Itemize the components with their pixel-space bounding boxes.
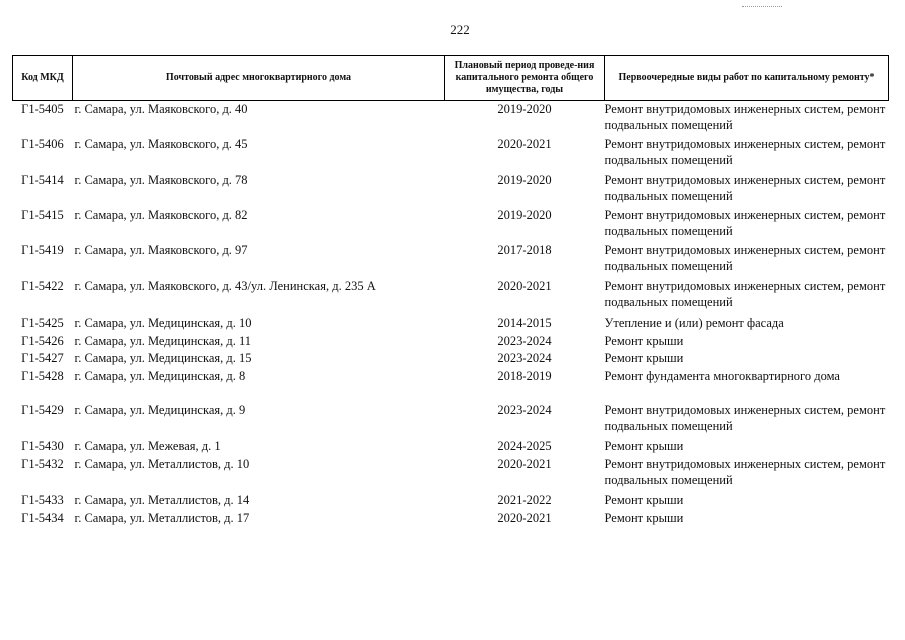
page-number: 222 (450, 22, 470, 37)
table-row (13, 492, 889, 510)
cell-works: Ремонт крыши (604, 511, 684, 525)
cell-works: Ремонт внутридомовых инженерных систем, ремонт подвальных помещений (604, 243, 886, 273)
cell-address: г. Самара, ул. Маяковского, д. 78 (74, 173, 248, 187)
cell-address: г. Самара, ул. Маяковского, д. 45 (74, 137, 248, 151)
cell-works: Ремонт фундамента многоквартирного дома (604, 369, 840, 383)
table-row (13, 456, 889, 492)
cell-period: 2023-2024 (497, 334, 552, 348)
cell-address: г. Самара, ул. Маяковского, д. 40 (74, 102, 248, 116)
header-period: Плановый период проведе-ния капитального ремонта общего имущества, годы (445, 56, 605, 101)
cell-works: Ремонт внутридомовых инженерных систем, ремонт подвальных помещений (604, 403, 886, 433)
cell-code: Г1-5432 (21, 457, 64, 471)
table-row (13, 510, 889, 528)
cell-works: Утепление и (или) ремонт фасада (604, 316, 784, 330)
cell-code: Г1-5405 (21, 102, 64, 116)
cell-works: Ремонт внутридомовых инженерных систем, ремонт подвальных помещений (604, 279, 886, 309)
cell-address: г. Самара, ул. Медицинская, д. 9 (74, 403, 246, 417)
cell-works: Ремонт внутридомовых инженерных систем, ремонт подвальных помещений (604, 173, 886, 203)
cell-code: Г1-5419 (21, 243, 64, 257)
cell-code: Г1-5425 (21, 316, 64, 330)
cell-address: г. Самара, ул. Маяковского, д. 97 (74, 243, 248, 257)
cell-period: 2020-2021 (497, 279, 552, 293)
cell-code: Г1-5422 (21, 279, 64, 293)
cell-period: 2014-2015 (497, 316, 552, 330)
cell-code: Г1-5427 (21, 351, 64, 365)
table-row (13, 207, 889, 242)
table-body (13, 101, 889, 529)
table-row (13, 172, 889, 207)
table-row (13, 333, 889, 350)
header-works: Первоочередные виды работ по капитальному ремонту* (605, 56, 889, 101)
cell-works: Ремонт внутридомовых инженерных систем, ремонт подвальных помещений (604, 457, 886, 487)
cell-period: 2023-2024 (497, 403, 552, 417)
cell-works: Ремонт крыши (604, 334, 684, 348)
table-row (13, 386, 889, 438)
cell-code: Г1-5426 (21, 334, 64, 348)
cell-code: Г1-5414 (21, 173, 64, 187)
cell-works: Ремонт внутридомовых инженерных систем, ремонт подвальных помещений (604, 102, 886, 132)
cell-period: 2019-2020 (497, 102, 552, 116)
cell-code: Г1-5415 (21, 208, 64, 222)
table-row (13, 350, 889, 368)
table-row (13, 438, 889, 456)
cell-address: г. Самара, ул. Маяковского, д. 43/ул. Ленинская, д. 235 А (74, 279, 376, 293)
table-row (13, 368, 889, 386)
table-header-row (13, 56, 889, 101)
cell-code: Г1-5406 (21, 137, 64, 151)
cell-code: Г1-5429 (21, 403, 64, 417)
cell-period: 2020-2021 (497, 457, 552, 471)
header-address: Почтовый адрес многоквартирного дома (73, 56, 445, 101)
cell-address: г. Самара, ул. Медицинская, д. 10 (74, 316, 252, 330)
cell-address: г. Самара, ул. Металлистов, д. 10 (74, 457, 250, 471)
cell-address: г. Самара, ул. Медицинская, д. 15 (74, 351, 252, 365)
cell-address: г. Самара, ул. Металлистов, д. 14 (74, 493, 250, 507)
table-row (13, 278, 889, 315)
cell-period: 2019-2020 (497, 208, 552, 222)
cell-code: Г1-5430 (21, 439, 64, 453)
cell-works: Ремонт внутридомовых инженерных систем, ремонт подвальных помещений (604, 137, 886, 167)
cell-works: Ремонт крыши (604, 493, 684, 507)
cell-works: Ремонт крыши (604, 351, 684, 365)
table-row (13, 242, 889, 278)
table-row (13, 315, 889, 333)
capital-repair-table (12, 55, 889, 528)
scan-mark (742, 6, 782, 8)
cell-period: 2024-2025 (497, 439, 552, 453)
cell-period: 2020-2021 (497, 137, 552, 151)
cell-address: г. Самара, ул. Медицинская, д. 11 (74, 334, 252, 348)
cell-code: Г1-5428 (21, 369, 64, 383)
cell-period: 2017-2018 (497, 243, 552, 257)
table-row (13, 101, 889, 137)
cell-works: Ремонт крыши (604, 439, 684, 453)
cell-address: г. Самара, ул. Металлистов, д. 17 (74, 511, 250, 525)
cell-address: г. Самара, ул. Межевая, д. 1 (74, 439, 221, 453)
cell-works: Ремонт внутридомовых инженерных систем, ремонт подвальных помещений (604, 208, 886, 238)
header-code: Код МКД (13, 56, 73, 101)
cell-address: г. Самара, ул. Маяковского, д. 82 (74, 208, 248, 222)
cell-period: 2018-2019 (497, 369, 552, 383)
cell-code: Г1-5433 (21, 493, 64, 507)
cell-period: 2020-2021 (497, 511, 552, 525)
cell-code: Г1-5434 (21, 511, 64, 525)
cell-address: г. Самара, ул. Медицинская, д. 8 (74, 369, 246, 383)
cell-period: 2023-2024 (497, 351, 552, 365)
table-row (13, 136, 889, 172)
cell-period: 2019-2020 (497, 173, 552, 187)
cell-period: 2021-2022 (497, 493, 552, 507)
